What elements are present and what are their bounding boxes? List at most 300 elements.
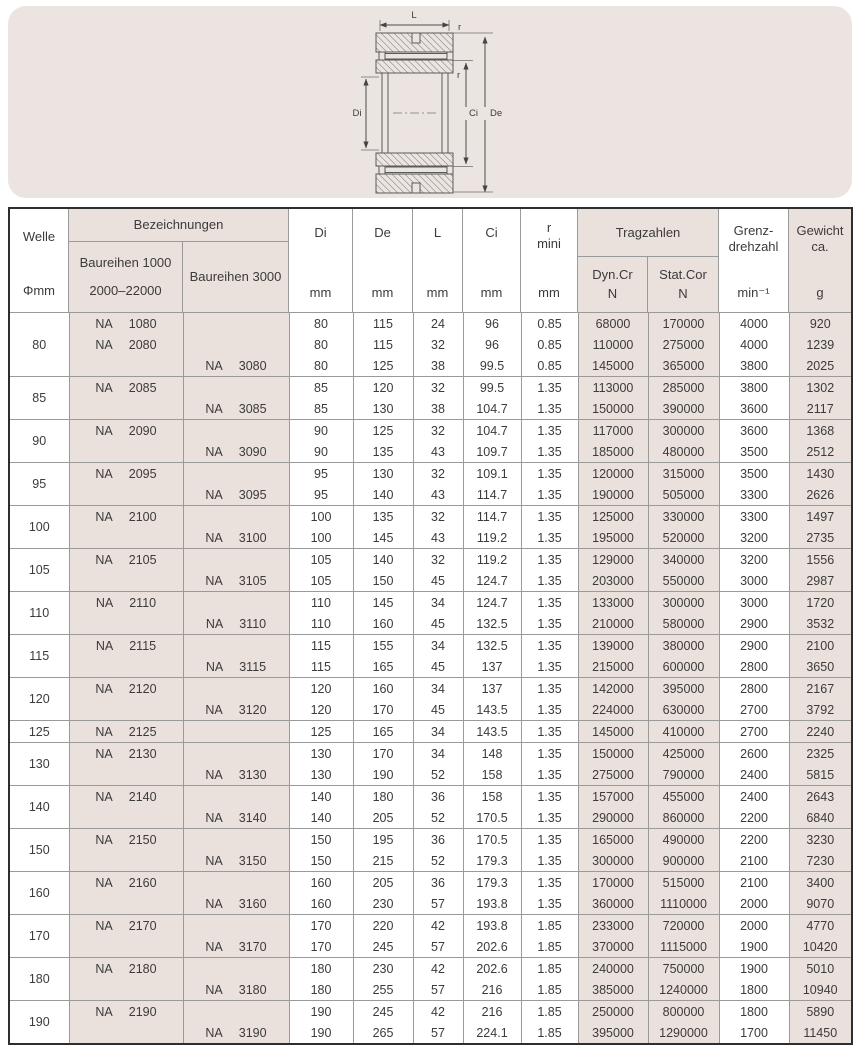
l-cell: 57 bbox=[413, 936, 463, 958]
di-cell: 80 bbox=[289, 355, 353, 377]
b1000-cell bbox=[69, 527, 183, 549]
de-cell: 135 bbox=[353, 506, 413, 528]
dyn-cell: 139000 bbox=[578, 635, 648, 657]
l-cell: 34 bbox=[413, 678, 463, 700]
dyn-cell: 190000 bbox=[578, 484, 648, 506]
gewicht-cell: 2626 bbox=[789, 484, 851, 506]
welle-value: 105 bbox=[10, 549, 69, 592]
di-cell: 130 bbox=[289, 764, 353, 786]
grenz-cell: 4000 bbox=[719, 313, 789, 335]
b3000-cell bbox=[183, 915, 289, 937]
gewicht-cell: 3792 bbox=[789, 699, 851, 721]
header-baureihen-1000: Baureihen 1000 2000–22000 bbox=[69, 242, 183, 312]
dyn-cell: 250000 bbox=[578, 1001, 648, 1023]
bearing-designation: NA 3170 bbox=[205, 939, 267, 954]
r-cell: 1.35 bbox=[521, 764, 578, 786]
ci-cell: 137 bbox=[463, 678, 521, 700]
table-row bbox=[10, 313, 851, 335]
bearing-designation: NA 2150 bbox=[95, 832, 157, 847]
r-cell: 1.35 bbox=[521, 699, 578, 721]
stat-cell: 425000 bbox=[648, 743, 719, 765]
b1000-cell bbox=[69, 807, 183, 829]
header-de: De mm bbox=[353, 209, 413, 312]
ci-cell: 96 bbox=[463, 313, 521, 335]
r-cell: 1.35 bbox=[521, 635, 578, 657]
grenz-cell: 4000 bbox=[719, 334, 789, 355]
di-cell: 95 bbox=[289, 484, 353, 506]
dyn-cell: 145000 bbox=[578, 355, 648, 377]
gewicht-cell: 2512 bbox=[789, 441, 851, 463]
l-cell: 52 bbox=[413, 764, 463, 786]
ci-cell: 202.6 bbox=[463, 936, 521, 958]
ci-cell: 109.7 bbox=[463, 441, 521, 463]
ci-cell: 132.5 bbox=[463, 635, 521, 657]
di-cell: 190 bbox=[289, 1022, 353, 1043]
r-cell: 1.35 bbox=[521, 549, 578, 571]
ci-cell: 114.7 bbox=[463, 506, 521, 528]
di-cell: 120 bbox=[289, 699, 353, 721]
b3000-cell bbox=[183, 635, 289, 657]
table-row bbox=[10, 829, 851, 851]
b1000-cell bbox=[69, 592, 183, 614]
r-cell: 1.35 bbox=[521, 570, 578, 592]
r-cell: 1.35 bbox=[521, 420, 578, 442]
di-cell: 180 bbox=[289, 979, 353, 1001]
b3000-cell bbox=[183, 936, 289, 958]
welle-value: 100 bbox=[10, 506, 69, 549]
table-row bbox=[10, 334, 851, 355]
grenz-cell: 2600 bbox=[719, 743, 789, 765]
gewicht-cell: 1430 bbox=[789, 463, 851, 485]
header-bezeichnungen: Bezeichnungen bbox=[69, 209, 289, 242]
dyn-cell: 165000 bbox=[578, 829, 648, 851]
ci-cell: 99.5 bbox=[463, 355, 521, 377]
de-cell: 165 bbox=[353, 656, 413, 678]
grenz-cell: 2800 bbox=[719, 678, 789, 700]
grenz-cell: 3600 bbox=[719, 420, 789, 442]
b1000-cell bbox=[69, 377, 183, 399]
table-row bbox=[10, 958, 851, 980]
bearing-designation: NA 2085 bbox=[95, 380, 157, 395]
de-cell: 115 bbox=[353, 334, 413, 355]
table-row bbox=[10, 527, 851, 549]
header-tragzahlen: Tragzahlen bbox=[578, 209, 719, 257]
b3000-cell bbox=[183, 872, 289, 894]
bearing-designation: NA 2095 bbox=[95, 466, 157, 481]
grenz-cell: 3600 bbox=[719, 398, 789, 420]
table-row bbox=[10, 721, 851, 743]
b1000-cell bbox=[69, 936, 183, 958]
di-cell: 140 bbox=[289, 807, 353, 829]
b1000-cell bbox=[69, 613, 183, 635]
de-cell: 190 bbox=[353, 764, 413, 786]
r-cell: 1.35 bbox=[521, 807, 578, 829]
de-cell: 145 bbox=[353, 592, 413, 614]
stat-cell: 515000 bbox=[648, 872, 719, 894]
dyn-cell: 275000 bbox=[578, 764, 648, 786]
di-cell: 105 bbox=[289, 570, 353, 592]
grenz-cell: 2000 bbox=[719, 893, 789, 915]
grenz-cell: 2400 bbox=[719, 786, 789, 808]
l-cell: 52 bbox=[413, 807, 463, 829]
ci-cell: 99.5 bbox=[463, 377, 521, 399]
bearing-designation: NA 2120 bbox=[95, 681, 157, 696]
de-cell: 140 bbox=[353, 549, 413, 571]
b3000-cell bbox=[183, 441, 289, 463]
dyn-cell: 185000 bbox=[578, 441, 648, 463]
dyn-cell: 157000 bbox=[578, 786, 648, 808]
di-cell: 120 bbox=[289, 678, 353, 700]
di-cell: 90 bbox=[289, 441, 353, 463]
di-cell: 150 bbox=[289, 829, 353, 851]
stat-cell: 285000 bbox=[648, 377, 719, 399]
gewicht-cell: 5890 bbox=[789, 1001, 851, 1023]
l-cell: 32 bbox=[413, 506, 463, 528]
b1000-cell bbox=[69, 334, 183, 355]
dyn-cell: 385000 bbox=[578, 979, 648, 1001]
di-cell: 100 bbox=[289, 506, 353, 528]
table-row bbox=[10, 872, 851, 894]
header-l: L mm bbox=[413, 209, 463, 312]
di-cell: 130 bbox=[289, 743, 353, 765]
table-row bbox=[10, 786, 851, 808]
bearing-drawing bbox=[349, 8, 527, 198]
table-row bbox=[10, 893, 851, 915]
b1000-cell bbox=[69, 893, 183, 915]
stat-cell: 800000 bbox=[648, 1001, 719, 1023]
welle-value: 190 bbox=[10, 1001, 69, 1044]
bearing-designation: NA 3100 bbox=[205, 530, 267, 545]
bearing-designation: NA 3120 bbox=[205, 702, 267, 717]
ci-cell: 143.5 bbox=[463, 699, 521, 721]
di-cell: 95 bbox=[289, 463, 353, 485]
ci-cell: 137 bbox=[463, 656, 521, 678]
b1000-cell bbox=[69, 699, 183, 721]
gewicht-cell: 2240 bbox=[789, 721, 851, 743]
de-cell: 130 bbox=[353, 398, 413, 420]
stat-cell: 330000 bbox=[648, 506, 719, 528]
table-row bbox=[10, 936, 851, 958]
grenz-cell: 2900 bbox=[719, 635, 789, 657]
l-cell: 45 bbox=[413, 699, 463, 721]
ci-cell: 124.7 bbox=[463, 592, 521, 614]
grenz-cell: 3300 bbox=[719, 506, 789, 528]
dim-label-di: Di bbox=[352, 108, 362, 119]
l-cell: 38 bbox=[413, 355, 463, 377]
b3000-cell bbox=[183, 764, 289, 786]
b1000-cell bbox=[69, 979, 183, 1001]
table-body bbox=[10, 313, 851, 1044]
b1000-cell bbox=[69, 872, 183, 894]
gewicht-cell: 5815 bbox=[789, 764, 851, 786]
dyn-cell: 290000 bbox=[578, 807, 648, 829]
b3000-cell bbox=[183, 355, 289, 377]
header-ci: Ci mm bbox=[463, 209, 521, 312]
di-cell: 115 bbox=[289, 635, 353, 657]
dyn-cell: 395000 bbox=[578, 1022, 648, 1043]
r-cell: 1.35 bbox=[521, 463, 578, 485]
bearing-designation: NA 2115 bbox=[95, 638, 157, 653]
gewicht-cell: 1239 bbox=[789, 334, 851, 355]
l-cell: 45 bbox=[413, 656, 463, 678]
ci-cell: 96 bbox=[463, 334, 521, 355]
bearing-designation: NA 3140 bbox=[205, 810, 267, 825]
b1000-cell bbox=[69, 1022, 183, 1043]
l-cell: 36 bbox=[413, 829, 463, 851]
r-cell: 1.35 bbox=[521, 829, 578, 851]
stat-cell: 550000 bbox=[648, 570, 719, 592]
r-cell: 1.35 bbox=[521, 377, 578, 399]
b1000-cell bbox=[69, 850, 183, 872]
de-cell: 135 bbox=[353, 441, 413, 463]
bearing-designation: NA 1080 bbox=[95, 316, 157, 331]
l-cell: 24 bbox=[413, 313, 463, 335]
welle-value: 150 bbox=[10, 829, 69, 872]
stat-cell: 390000 bbox=[648, 398, 719, 420]
r-cell: 1.35 bbox=[521, 743, 578, 765]
bearing-designation: NA 3190 bbox=[205, 1025, 267, 1040]
dyn-cell: 129000 bbox=[578, 549, 648, 571]
stat-cell: 1115000 bbox=[648, 936, 719, 958]
table-row bbox=[10, 463, 851, 485]
ci-cell: 119.2 bbox=[463, 527, 521, 549]
grenz-cell: 2100 bbox=[719, 872, 789, 894]
gewicht-cell: 2117 bbox=[789, 398, 851, 420]
b1000-cell bbox=[69, 484, 183, 506]
r-cell: 0.85 bbox=[521, 313, 578, 335]
welle-value: 120 bbox=[10, 678, 69, 721]
dyn-cell: 120000 bbox=[578, 463, 648, 485]
table-row bbox=[10, 678, 851, 700]
header-grenzdrehzahl: Grenz- drehzahl min⁻¹ bbox=[719, 209, 789, 312]
l-cell: 57 bbox=[413, 979, 463, 1001]
di-cell: 85 bbox=[289, 398, 353, 420]
b1000-cell bbox=[69, 313, 183, 335]
dyn-cell: 170000 bbox=[578, 872, 648, 894]
dyn-cell: 150000 bbox=[578, 398, 648, 420]
de-cell: 230 bbox=[353, 958, 413, 980]
ci-cell: 124.7 bbox=[463, 570, 521, 592]
r-cell: 1.35 bbox=[521, 850, 578, 872]
header-baureihen-3000: Baureihen 3000 bbox=[183, 242, 289, 312]
grenz-cell: 3500 bbox=[719, 463, 789, 485]
dim-label-l: L bbox=[411, 10, 417, 21]
spec-table bbox=[10, 312, 851, 1043]
table-header bbox=[10, 209, 851, 312]
de-cell: 230 bbox=[353, 893, 413, 915]
r-cell: 1.35 bbox=[521, 872, 578, 894]
di-cell: 85 bbox=[289, 377, 353, 399]
stat-cell: 580000 bbox=[648, 613, 719, 635]
grenz-cell: 1700 bbox=[719, 1022, 789, 1043]
table-row bbox=[10, 484, 851, 506]
de-cell: 180 bbox=[353, 786, 413, 808]
r-cell: 1.35 bbox=[521, 786, 578, 808]
r-cell: 1.85 bbox=[521, 1001, 578, 1023]
b3000-cell bbox=[183, 506, 289, 528]
gewicht-cell: 2167 bbox=[789, 678, 851, 700]
bearing-designation: NA 3110 bbox=[205, 616, 267, 631]
stat-cell: 490000 bbox=[648, 829, 719, 851]
b1000-cell bbox=[69, 829, 183, 851]
bearing-designation: NA 3085 bbox=[205, 401, 267, 416]
r-cell: 1.85 bbox=[521, 936, 578, 958]
dyn-cell: 113000 bbox=[578, 377, 648, 399]
dyn-cell: 203000 bbox=[578, 570, 648, 592]
l-cell: 43 bbox=[413, 441, 463, 463]
grenz-cell: 1800 bbox=[719, 979, 789, 1001]
r-cell: 0.85 bbox=[521, 355, 578, 377]
b1000-cell bbox=[69, 549, 183, 571]
l-cell: 32 bbox=[413, 549, 463, 571]
ci-cell: 193.8 bbox=[463, 915, 521, 937]
b1000-cell bbox=[69, 398, 183, 420]
l-cell: 34 bbox=[413, 743, 463, 765]
di-cell: 105 bbox=[289, 549, 353, 571]
r-cell: 1.35 bbox=[521, 613, 578, 635]
stat-cell: 790000 bbox=[648, 764, 719, 786]
b1000-cell bbox=[69, 635, 183, 657]
r-cell: 1.35 bbox=[521, 398, 578, 420]
bearing-designation: NA 2130 bbox=[95, 746, 157, 761]
dim-label-r-mid: r bbox=[457, 70, 461, 81]
stat-cell: 300000 bbox=[648, 420, 719, 442]
grenz-cell: 2200 bbox=[719, 807, 789, 829]
gewicht-cell: 10420 bbox=[789, 936, 851, 958]
de-cell: 160 bbox=[353, 613, 413, 635]
bearing-designation: NA 3090 bbox=[205, 444, 267, 459]
ci-cell: 158 bbox=[463, 764, 521, 786]
dyn-cell: 142000 bbox=[578, 678, 648, 700]
grenz-cell: 2200 bbox=[719, 829, 789, 851]
table-row bbox=[10, 613, 851, 635]
di-cell: 110 bbox=[289, 613, 353, 635]
grenz-cell: 3500 bbox=[719, 441, 789, 463]
bearing-designation: NA 2110 bbox=[95, 595, 157, 610]
de-cell: 215 bbox=[353, 850, 413, 872]
de-cell: 220 bbox=[353, 915, 413, 937]
table-row bbox=[10, 441, 851, 463]
welle-value: 90 bbox=[10, 420, 69, 463]
bearing-designation: NA 3115 bbox=[205, 659, 267, 674]
gewicht-cell: 11450 bbox=[789, 1022, 851, 1043]
gewicht-cell: 920 bbox=[789, 313, 851, 335]
r-cell: 1.35 bbox=[521, 678, 578, 700]
stat-cell: 1240000 bbox=[648, 979, 719, 1001]
b3000-cell bbox=[183, 527, 289, 549]
r-cell: 1.85 bbox=[521, 958, 578, 980]
bearing-designation: NA 2125 bbox=[95, 724, 157, 739]
gewicht-cell: 6840 bbox=[789, 807, 851, 829]
stat-cell: 340000 bbox=[648, 549, 719, 571]
gewicht-cell: 2735 bbox=[789, 527, 851, 549]
dyn-cell: 145000 bbox=[578, 721, 648, 743]
l-cell: 34 bbox=[413, 721, 463, 743]
grenz-cell: 2100 bbox=[719, 850, 789, 872]
gewicht-cell: 1556 bbox=[789, 549, 851, 571]
grenz-cell: 2000 bbox=[719, 915, 789, 937]
l-cell: 45 bbox=[413, 570, 463, 592]
stat-cell: 170000 bbox=[648, 313, 719, 335]
grenz-cell: 3800 bbox=[719, 355, 789, 377]
ci-cell: 179.3 bbox=[463, 872, 521, 894]
r-cell: 1.35 bbox=[521, 893, 578, 915]
b1000-cell bbox=[69, 743, 183, 765]
di-cell: 150 bbox=[289, 850, 353, 872]
dyn-cell: 360000 bbox=[578, 893, 648, 915]
b3000-cell bbox=[183, 549, 289, 571]
stat-cell: 480000 bbox=[648, 441, 719, 463]
dim-label-ci: Ci bbox=[469, 108, 478, 119]
di-cell: 190 bbox=[289, 1001, 353, 1023]
dyn-cell: 125000 bbox=[578, 506, 648, 528]
ci-cell: 148 bbox=[463, 743, 521, 765]
header-gewicht: Gewicht ca. g bbox=[789, 209, 851, 312]
gewicht-cell: 9070 bbox=[789, 893, 851, 915]
dyn-cell: 300000 bbox=[578, 850, 648, 872]
dyn-cell: 215000 bbox=[578, 656, 648, 678]
welle-value: 95 bbox=[10, 463, 69, 506]
b1000-cell bbox=[69, 1001, 183, 1023]
ci-cell: 224.1 bbox=[463, 1022, 521, 1043]
stat-cell: 1290000 bbox=[648, 1022, 719, 1043]
table-row bbox=[10, 764, 851, 786]
grenz-cell: 3200 bbox=[719, 527, 789, 549]
bearing-designation: NA 2080 bbox=[95, 337, 157, 352]
bearing-designation: NA 2170 bbox=[95, 918, 157, 933]
gewicht-cell: 3400 bbox=[789, 872, 851, 894]
ci-cell: 109.1 bbox=[463, 463, 521, 485]
bearing-designation: NA 2190 bbox=[95, 1004, 157, 1019]
l-cell: 34 bbox=[413, 592, 463, 614]
di-cell: 170 bbox=[289, 915, 353, 937]
de-cell: 130 bbox=[353, 463, 413, 485]
grenz-cell: 2900 bbox=[719, 613, 789, 635]
b3000-cell bbox=[183, 678, 289, 700]
gewicht-cell: 1497 bbox=[789, 506, 851, 528]
ci-cell: 104.7 bbox=[463, 420, 521, 442]
stat-cell: 750000 bbox=[648, 958, 719, 980]
b3000-cell bbox=[183, 807, 289, 829]
di-cell: 100 bbox=[289, 527, 353, 549]
header-dyn-cr: Dyn.Cr N bbox=[578, 257, 648, 312]
gewicht-cell: 3532 bbox=[789, 613, 851, 635]
welle-value: 170 bbox=[10, 915, 69, 958]
b3000-cell bbox=[183, 893, 289, 915]
bearing-designation: NA 3130 bbox=[205, 767, 267, 782]
de-cell: 140 bbox=[353, 484, 413, 506]
b1000-cell bbox=[69, 463, 183, 485]
di-cell: 80 bbox=[289, 334, 353, 355]
l-cell: 32 bbox=[413, 377, 463, 399]
gewicht-cell: 2100 bbox=[789, 635, 851, 657]
header-welle: Welle Φmm bbox=[10, 209, 69, 312]
r-cell: 0.85 bbox=[521, 334, 578, 355]
l-cell: 38 bbox=[413, 398, 463, 420]
b1000-cell bbox=[69, 656, 183, 678]
b1000-cell bbox=[69, 441, 183, 463]
dyn-cell: 195000 bbox=[578, 527, 648, 549]
bearing-designation: NA 3150 bbox=[205, 853, 267, 868]
gewicht-cell: 1302 bbox=[789, 377, 851, 399]
b3000-cell bbox=[183, 699, 289, 721]
grenz-cell: 3200 bbox=[719, 549, 789, 571]
dyn-cell: 240000 bbox=[578, 958, 648, 980]
stat-cell: 720000 bbox=[648, 915, 719, 937]
dyn-cell: 150000 bbox=[578, 743, 648, 765]
b3000-cell bbox=[183, 313, 289, 335]
welle-value: 80 bbox=[10, 313, 69, 377]
